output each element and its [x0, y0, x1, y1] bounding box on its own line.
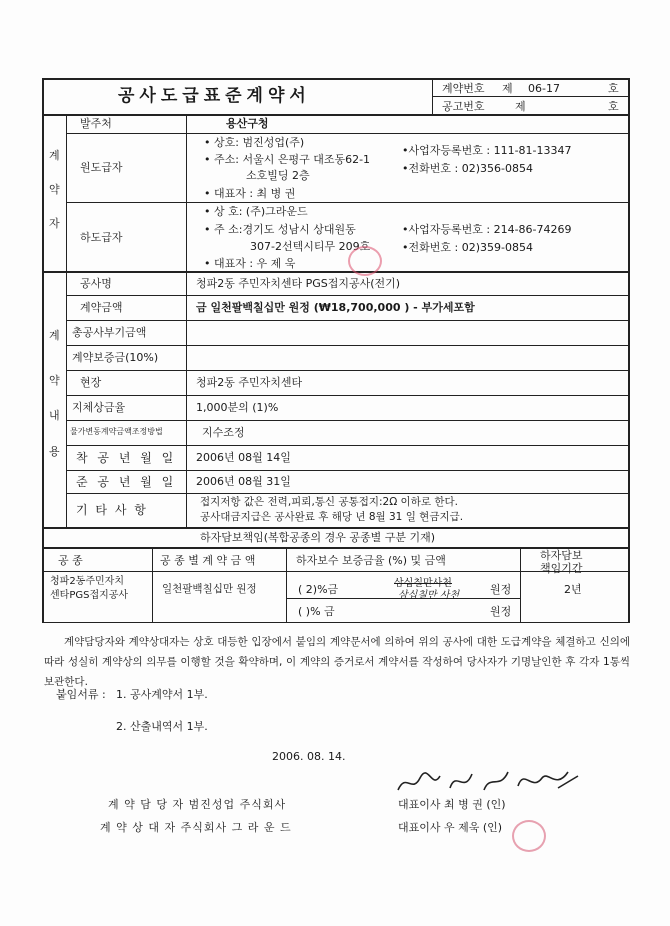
- orderer-value: 용산구청: [226, 117, 269, 130]
- page-title: 공사도급표준계약서: [118, 86, 311, 106]
- border: [66, 420, 629, 421]
- warranty-amount: 일천팔백칠십만 원정: [162, 583, 257, 595]
- border: [42, 78, 630, 80]
- contractor-address: • 주소: 서울시 은평구 대조동62-1: [204, 153, 371, 166]
- border: [66, 345, 629, 346]
- warranty-header-work: 공 종: [58, 554, 83, 567]
- bid-no-prefix: 제: [515, 100, 526, 113]
- row-label: 계약금액: [80, 301, 123, 314]
- row-value-2: 공사대금지급은 공사완료 후 해당 년 8월 31 일 현금지급.: [200, 511, 464, 523]
- warranty-unit: 원정: [490, 583, 512, 596]
- contractor-address-2: 소호빌딩 2층: [246, 169, 310, 182]
- subcontractor-phone: •전화번호 : 02)359-0854: [402, 241, 533, 254]
- attachments-label: 붙임서류 :: [56, 688, 106, 701]
- warranty-header-period: 하자담보 책임기간: [540, 549, 583, 575]
- contract-section-label-4: 용: [49, 445, 60, 458]
- warranty-period: 2년: [564, 583, 582, 596]
- border: [286, 547, 287, 623]
- border: [66, 370, 629, 371]
- border: [42, 547, 44, 623]
- contractor-biz-no: •사업자등록번호 : 111-81-13347: [402, 144, 572, 157]
- border: [42, 114, 44, 549]
- subcontractor-address-2: 307-2선텍시티무 209호: [250, 240, 371, 253]
- bid-no-label: 공고번호: [442, 100, 485, 113]
- contractor-ceo: • 대표자 : 최 병 권: [204, 187, 296, 200]
- border: [66, 295, 629, 296]
- subcontractor-ceo: • 대표자 : 우 제 욱: [204, 257, 296, 270]
- handwritten-signature-icon: [392, 760, 592, 806]
- warranty-header-rate: 하자보수 보증금율 (%) 및 금액: [296, 554, 446, 567]
- owner-representative: 대표이사 최 병 권 (인): [398, 798, 506, 811]
- border: [42, 622, 630, 623]
- row-label: 계약보증금(10%): [72, 351, 159, 364]
- contractor-signatory: 계 약 상 대 자 주식회사 그 라 운 드: [100, 821, 292, 834]
- row-value: 금 일천팔백칠십만 원정 (₩18,700,000 ) - 부가세포함: [196, 301, 475, 314]
- border: [66, 320, 629, 321]
- party-section-label-2: 약: [49, 183, 60, 196]
- contract-no-value: 06-17: [528, 82, 560, 95]
- row-value: 2006년 08월 31일: [196, 475, 291, 488]
- border: [66, 445, 629, 446]
- border: [432, 96, 629, 97]
- row-label: 총공사부기금액: [72, 326, 147, 339]
- row-value: 2006년 08월 14일: [196, 451, 291, 464]
- row-label: 현장: [80, 376, 102, 389]
- border: [66, 470, 629, 471]
- border: [66, 202, 629, 203]
- border: [520, 547, 521, 623]
- company-seal-icon: [348, 246, 382, 276]
- warranty-header-amount: 공 종 별 계 약 금 액: [160, 554, 256, 567]
- warranty-work-line-1: 청파2동주민자치: [50, 576, 124, 587]
- warranty-rate-struck: 삼십칠만사천: [394, 578, 452, 589]
- contract-no-label: 계약번호: [442, 82, 485, 95]
- party-section-label-3: 자: [49, 217, 60, 230]
- contract-section-label-2: 약: [49, 374, 60, 387]
- party-section-label-1: 계: [49, 149, 60, 162]
- border: [42, 527, 630, 529]
- row-value: 1,000분의 (1)%: [196, 401, 279, 414]
- row-label: 공사명: [80, 277, 112, 290]
- contract-section-label-1: 계: [49, 329, 60, 342]
- border: [66, 395, 629, 396]
- border: [628, 547, 630, 623]
- row-label: 준 공 년 월 일: [76, 475, 177, 489]
- subcontractor-name: • 상 호: (주)그라운드: [204, 205, 308, 218]
- warranty-rate-handwritten: 삼십칠만 사천: [398, 590, 460, 601]
- bid-no-suffix: 호: [608, 100, 619, 113]
- contract-body-text: 계약담당자와 계약상대자는 상호 대등한 입장에서 붙임의 계약문서에 의하여 위의 공사에 대한 도급계약을 체결하고 신의에 따라 성실히 계약상의 의무를 이행할 것을 확약하며, 이 계약의 증거로서 계약서를 작성하여 당사자가 기명날인한 후 각자 1통씩 보관한다.: [44, 636, 630, 688]
- contract-no-prefix: 제: [502, 82, 513, 95]
- border: [66, 133, 629, 134]
- border: [66, 493, 629, 494]
- row-label: 지체상금율: [72, 401, 126, 414]
- subcontractor-address: • 주 소:경기도 성남시 상대원동: [204, 223, 356, 236]
- contract-no-suffix: 호: [608, 82, 619, 95]
- warranty-rate: ( 2)%금: [298, 583, 339, 596]
- subcontractor-biz-no: •사업자등록번호 : 214-86-74269: [402, 223, 572, 236]
- border: [628, 114, 630, 549]
- contractor-representative: 대표이사 우 제욱 (인): [398, 821, 503, 834]
- row-value: 청파2동 주민자치센타: [196, 376, 303, 389]
- attachment-item: 1. 공사계약서 1부.: [116, 688, 208, 701]
- owner-signatory: 계 약 담 당 자 범진성업 주식회사: [108, 798, 287, 811]
- row-label: 물가변동계약금액조정방법: [70, 427, 163, 436]
- border: [42, 271, 630, 273]
- row-label: 기 타 사 항: [76, 503, 148, 517]
- row-label: 착 공 년 월 일: [76, 451, 177, 465]
- orderer-label: 발주처: [80, 117, 112, 130]
- warranty-unit-2: 원정: [490, 605, 512, 618]
- contractor-label: 원도급자: [80, 161, 123, 174]
- border: [152, 547, 153, 623]
- contract-date: 2006. 08. 14.: [272, 750, 346, 763]
- row-value: 청파2동 주민자치센타 PGS접지공사(전기): [196, 277, 401, 290]
- contractor-phone: •전화번호 : 02)356-0854: [402, 162, 533, 175]
- border: [42, 78, 44, 116]
- row-value: 접지저항 값은 전력,피뢰,통신 공통접지:2Ω 이하로 한다.: [200, 496, 458, 508]
- warranty-heading: 하자담보책임(복합공종의 경우 공종별 구분 기재): [200, 531, 436, 544]
- contract-section-label-3: 내: [49, 409, 60, 422]
- warranty-rate-2: ( )% 금: [298, 605, 335, 618]
- seal-stamp-icon: [512, 820, 546, 852]
- warranty-work-line-2: 센타PGS접지공사: [50, 590, 129, 601]
- border: [42, 114, 630, 116]
- border: [628, 78, 630, 116]
- contractor-name: • 상호: 범진성업(주): [204, 136, 305, 149]
- subcontractor-label: 하도급자: [80, 231, 123, 244]
- row-value: 지수조정: [202, 426, 245, 439]
- attachment-item: 2. 산출내역서 1부.: [116, 720, 208, 733]
